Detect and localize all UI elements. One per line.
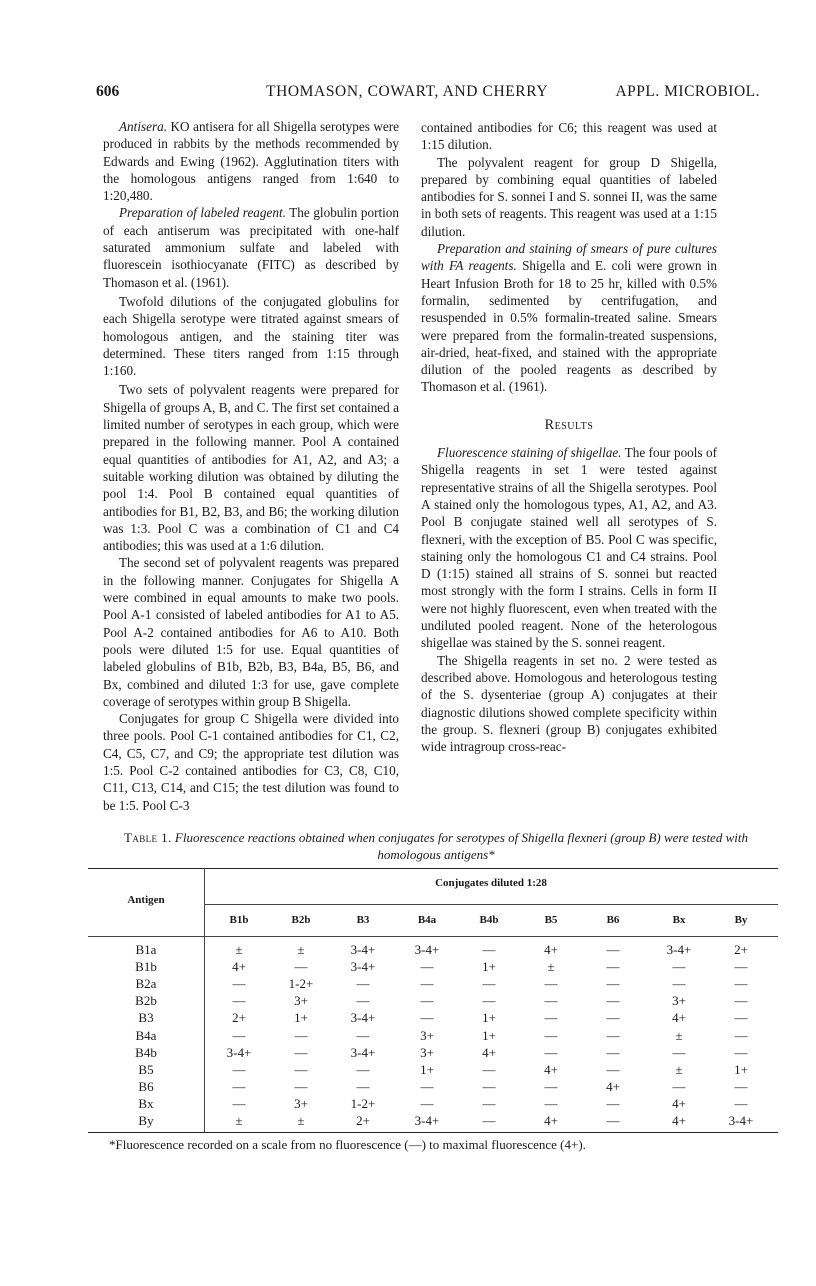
table-cell: —	[544, 1095, 558, 1111]
table-cell: —	[606, 1044, 620, 1060]
antigen-label: B5	[138, 1061, 154, 1077]
table-cell: —	[482, 1095, 496, 1111]
table-cell: —	[482, 1113, 496, 1128]
table-cell: —	[544, 993, 558, 1009]
antigen-label: B1b	[135, 959, 157, 975]
table-cell: —	[482, 976, 496, 992]
table-cell: ±	[675, 1027, 683, 1043]
table-column-header: B4a	[417, 914, 437, 926]
table-cell: —	[606, 1113, 620, 1128]
table-cell: 4+	[482, 1044, 496, 1060]
page-number: 606	[96, 83, 120, 100]
table-cell: —	[672, 959, 686, 975]
antigen-label: B3	[138, 1010, 154, 1026]
table-cell: 4+	[672, 1113, 686, 1128]
table-cell: 3-4+	[350, 1044, 376, 1060]
table-cell: —	[606, 1027, 620, 1043]
table-cell: —	[544, 1078, 558, 1094]
table-row	[88, 1045, 778, 1062]
table-caption	[96, 829, 776, 863]
table-header-conjugates: Conjugates diluted 1:28	[435, 877, 547, 889]
table-row	[88, 1062, 778, 1079]
table-cell: 3-4+	[414, 942, 440, 957]
table-cell: —	[356, 1027, 370, 1043]
table-header-antigen: Antigen	[127, 894, 165, 906]
table-cell: —	[294, 1078, 308, 1094]
table-cell: 4+	[232, 959, 246, 975]
table-cell: 2+	[734, 942, 748, 957]
table-column-header: B4b	[479, 914, 499, 926]
table-cell: 1+	[482, 959, 496, 975]
paragraph-antisera: Antisera. KO antisera for all Shigella serotypes were produced in rabbits by the methods recommended by Edwards and Ewing (1962). Agglutination titers with the homologous antigens ranged from 1:640 to 1:20,480.	[103, 119, 399, 204]
table-cell: —	[734, 959, 748, 975]
table-cell: 4+	[544, 942, 558, 957]
table-column-header: B3	[356, 914, 370, 926]
paragraph-pool-c3: contained antibodies for C6; this reagent was used at 1:15 dilution.	[421, 120, 717, 153]
table-cell: 3+	[420, 1044, 434, 1060]
table-cell: —	[734, 976, 748, 992]
table-row	[88, 1010, 778, 1027]
table-row	[88, 1028, 778, 1045]
table-cell: —	[544, 1010, 558, 1026]
table-row	[88, 959, 778, 976]
table-cell: —	[672, 1078, 686, 1094]
table-cell: —	[734, 1010, 748, 1026]
table-cell: —	[606, 1095, 620, 1111]
table-column-header: B5	[544, 914, 558, 926]
table-cell: —	[294, 1027, 308, 1043]
table-cell: —	[606, 942, 620, 957]
table-cell: —	[420, 1078, 434, 1094]
table-cell: ±	[675, 1061, 683, 1077]
table-cell: —	[232, 1027, 246, 1043]
antigen-label: B2b	[135, 993, 157, 1009]
table-cell: —	[482, 1061, 496, 1077]
right-column	[421, 119, 717, 755]
table-cell: 3+	[420, 1027, 434, 1043]
table-cell: —	[356, 976, 370, 992]
antigen-label: B4b	[135, 1044, 157, 1060]
table-cell: —	[420, 959, 434, 975]
table-cell: —	[232, 1095, 246, 1111]
table-cell: ±	[235, 942, 243, 957]
table-cell: —	[734, 1095, 748, 1111]
table-cell: 3+	[294, 1095, 308, 1111]
table-cell: 1-2+	[288, 976, 314, 992]
table-subheader-rule	[204, 904, 778, 905]
table-cell: —	[482, 993, 496, 1009]
table-cell: —	[606, 993, 620, 1009]
table-cell: —	[672, 1044, 686, 1060]
table-cell: —	[606, 959, 620, 975]
paragraph-dilutions: Twofold dilutions of the conjugated globulins for each Shigella serotype were titrated against smears of homologous antigen, and the staining titer was determined. These titers ranged from 1:15 through 1:160.	[103, 293, 399, 379]
table-cell: —	[356, 993, 370, 1009]
table-cell: ±	[297, 942, 305, 957]
section-heading-results: Results	[544, 416, 594, 433]
paragraph-set2-results: The Shigella reagents in set no. 2 were tested as described above. Homologous and heterologous testing of the S. dysenteriae (group A) conjugates at their diagnostic dilutions showed complete specificity within the group. S. flexneri (group B) conjugates exhibited wide intragroup cross-reac-	[421, 652, 717, 755]
table-column-header: B6	[606, 914, 620, 926]
table-cell: 1+	[294, 1010, 308, 1026]
table-cell: —	[544, 1044, 558, 1060]
table-cell: —	[606, 976, 620, 992]
paragraph-fluorescence-staining: Fluorescence staining of shigellae. The four pools of Shigella reagents in set 1 were tested against representative strains of all the Shigella serotypes. Pool A stained only the homologous types, A1, A2, and A3. Pool B conjugate stained well all serotypes of S. flexneri, with the exception of B5. Pool C was specific, staining only the homologous C1 and C4 strains. Pool D (1:15) stained all strains of S. sonnei but reacted most strongly with the form I strains. Cells in form II were not highly fluorescent, even when treated with the undiluted pooled reagent. None of the heterologous shigellae was stained by the S. sonnei reagent.	[421, 445, 717, 651]
table-top-rule	[88, 868, 778, 869]
table-cell: 2+	[232, 1010, 246, 1026]
table-column-header: B2b	[291, 914, 311, 926]
table-cell: 1-2+	[350, 1095, 376, 1111]
table-cell: 3-4+	[728, 1113, 754, 1128]
table-header-rule	[88, 936, 778, 937]
table-cell: 1+	[482, 1010, 496, 1026]
running-header	[96, 83, 760, 105]
antigen-label: B4a	[135, 1027, 157, 1043]
table-cell: 3+	[672, 993, 686, 1009]
table-cell: —	[356, 1078, 370, 1094]
table-row	[88, 1079, 778, 1096]
table-cell: —	[294, 1044, 308, 1060]
table-cell: 2+	[356, 1113, 370, 1128]
table-cell: 4+	[544, 1113, 558, 1128]
table-cell: 3+	[294, 993, 308, 1009]
paragraph-polyvalent-set1: Two sets of polyvalent reagents were prepared for Shigella of groups A, B, and C. The first set contained a limited number of serotypes in each group, which were prepared in the following manner. Pool A contained equal quantities of antibodies for A1, A2, and A3; a suitable working dilution was obtained by diluting the pool 1:4. Pool B contained equal quantities of antibodies for B1, B2, B3, and B6; the working dilution was 1:3. Pool C was a combination of C1 and C4 antibodies; this was used at a 1:6 dilution.	[103, 382, 399, 554]
antigen-label: B6	[138, 1078, 154, 1094]
paragraph-smears: Preparation and staining of smears of pure cultures with FA reagents. Shigella and E. coli were grown in Heart Infusion Broth for 18 to 25 hr, killed with 0.5% formalin, sedimented by centrifugation, and resuspended in 0.5% formalin-treated saline. Smears were prepared from the formalin-treated suspensions, air-dried, heat-fixed, and stained with the appropriate dilution of the pooled reagents as described by Thomason et al. (1961).	[421, 241, 717, 395]
table-cell: 3-4+	[350, 942, 376, 957]
table-cell: —	[232, 1061, 246, 1077]
table-cell: —	[420, 976, 434, 992]
left-column	[103, 118, 399, 814]
table-cell: —	[672, 976, 686, 992]
table-cell: ±	[547, 959, 555, 975]
paragraph-group-c: Conjugates for group C Shigella were divided into three pools. Pool C-1 contained antibodies for C1, C2, C4, C5, C7, and C9; the appropriate test dilution was 1:5. Pool C-2 contained antibodies for C3, C8, C10, C11, C13, C14, and C15; the test dilution was found to be 1:5. Pool C-3	[103, 711, 399, 813]
table-cell: 1+	[482, 1027, 496, 1043]
table-cell: —	[734, 1044, 748, 1060]
table-cell: —	[734, 993, 748, 1009]
table-cell: —	[482, 942, 496, 957]
table-cell: 3-4+	[666, 942, 692, 957]
table-cell: 3-4+	[350, 1010, 376, 1026]
table-cell: 4+	[672, 1010, 686, 1026]
table-cell: —	[232, 993, 246, 1009]
table-cell: 1+	[734, 1061, 748, 1077]
table-cell: —	[606, 1010, 620, 1026]
journal-name: APPL. MICROBIOL.	[615, 83, 760, 100]
table-cell: —	[420, 993, 434, 1009]
table-cell: 3-4+	[414, 1113, 440, 1128]
table-cell: —	[734, 1027, 748, 1043]
antigen-label: By	[138, 1113, 154, 1128]
table-cell: 1+	[420, 1061, 434, 1077]
table-row	[88, 976, 778, 993]
table-caption-label: Table 1.	[124, 830, 172, 845]
table-cell: —	[420, 1010, 434, 1026]
table-cell: 4+	[544, 1061, 558, 1077]
table-cell: —	[232, 976, 246, 992]
paragraph-labeled-reagent: Preparation of labeled reagent. The globulin portion of each antiserum was precipitated with one-half saturated ammonium sulfate and labeled with fluorescein isothiocyanate (FITC) as described by Thomason et al. (1961).	[103, 205, 399, 290]
antigen-label: Bx	[138, 1095, 154, 1111]
table-cell: 3-4+	[226, 1044, 252, 1060]
table-column-header: Bx	[672, 914, 686, 926]
table-bottom-rule	[88, 1132, 778, 1133]
table-cell: ±	[235, 1113, 243, 1128]
table-caption-text: Fluorescence reactions obtained when conjugates for serotypes of Shigella flexneri (group B) were tested with homologous antigens*	[174, 830, 748, 862]
table-cell: 3-4+	[350, 959, 376, 975]
paragraph-polyvalent-set2: The second set of polyvalent reagents was prepared in the following manner. Conjugates for Shigella A were combined in equal amounts to make two pools. Pool A-1 consisted of labeled antibodies for A1 to A5. Pool A-2 contained antibodies for A6 to A10. Both pools were diluted 1:5 for use. Equal quantities of labeled globulins of B1b, B2b, B3, B4a, B5, B6, and Bx, combined and diluted 1:3 for use, gave complete coverage of serotypes within group B Shigella.	[103, 555, 399, 709]
running-authors: THOMASON, COWART, AND CHERRY	[266, 83, 549, 100]
table-cell: —	[734, 1078, 748, 1094]
paragraph-group-d: The polyvalent reagent for group D Shigella, prepared by combining equal quantities of labeled antibodies for S. sonnei I and S. sonnei II, was the same in both sets of reagents. This reagent was used at a 1:15 dilution.	[421, 154, 717, 239]
table-cell: —	[544, 976, 558, 992]
table-row	[88, 993, 778, 1010]
table-cell: —	[606, 1061, 620, 1077]
table-cell: —	[420, 1095, 434, 1111]
table-cell: ±	[297, 1113, 305, 1128]
table-cell: —	[544, 1027, 558, 1043]
table-footnote: *Fluorescence recorded on a scale from no fluorescence (—) to maximal fluorescence (4+).	[109, 1137, 586, 1152]
table-row	[88, 1113, 778, 1130]
table-cell: 4+	[672, 1095, 686, 1111]
antigen-label: B1a	[135, 942, 157, 957]
table-cell: —	[294, 1061, 308, 1077]
table-cell: 4+	[606, 1078, 620, 1094]
table-row	[88, 1096, 778, 1113]
table-cell: —	[232, 1078, 246, 1094]
table-cell: —	[356, 1061, 370, 1077]
table-cell: —	[482, 1078, 496, 1094]
antigen-label: B2a	[135, 976, 157, 992]
table-column-header: By	[734, 914, 748, 926]
table-column-header: B1b	[229, 914, 249, 926]
table-cell: —	[294, 959, 308, 975]
table-row	[88, 942, 778, 959]
